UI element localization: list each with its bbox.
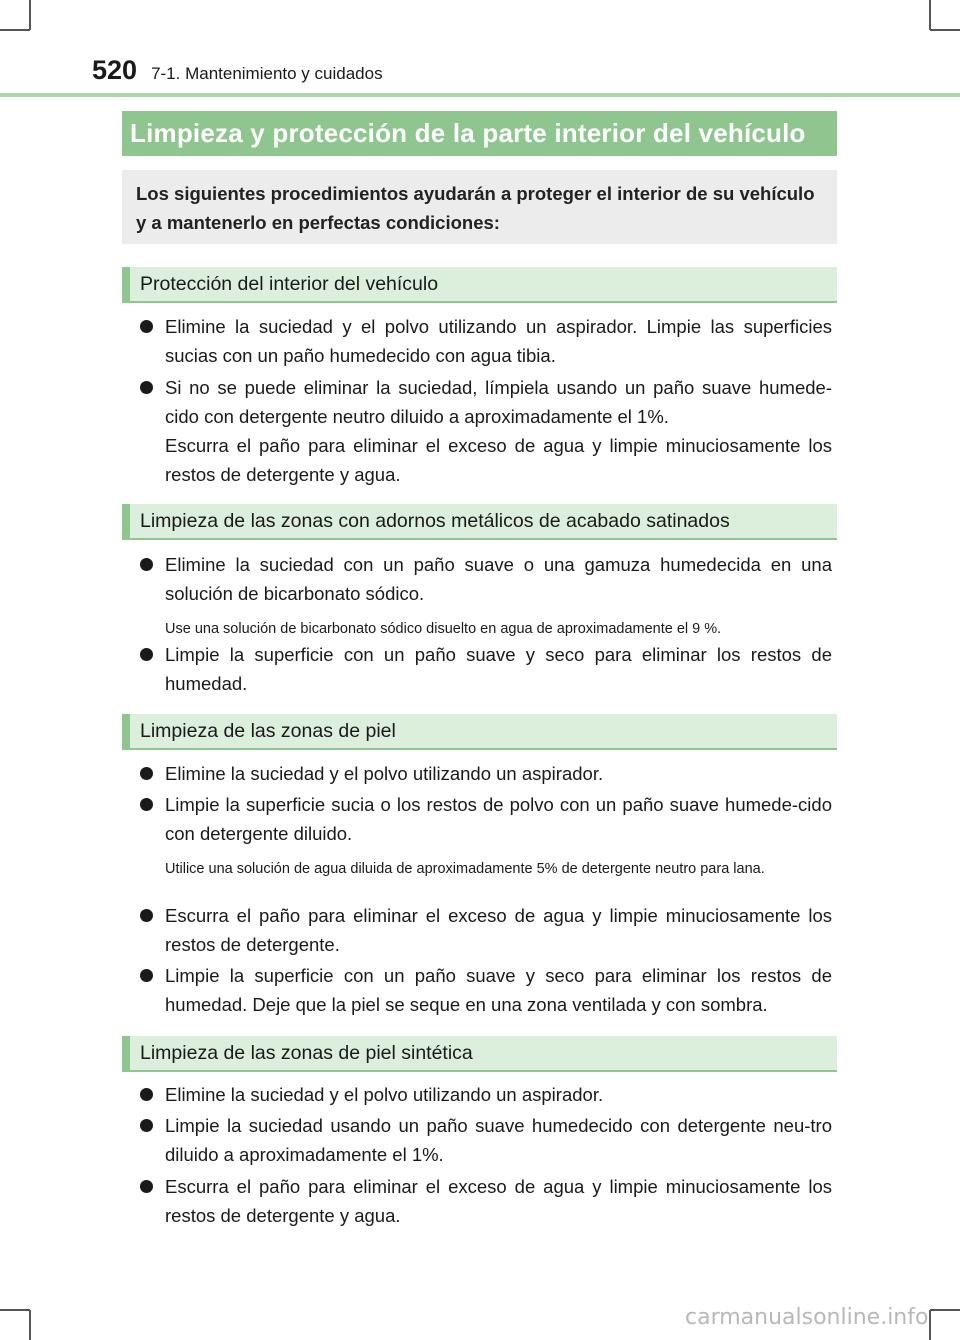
list-item <box>140 1111 832 1169</box>
bullet-icon <box>140 1119 153 1132</box>
crop-mark-top-right-h <box>930 29 960 31</box>
watermark: carmanualsonline.info <box>685 1305 929 1330</box>
bullet-text: Limpie la superficie con un paño suave y seco para eliminar los restos de humedad. <box>165 644 832 694</box>
section-heading-leather: Limpieza de las zonas de piel <box>122 714 837 750</box>
crop-mark-top-right-v <box>929 0 931 30</box>
list-item <box>140 790 832 848</box>
crop-mark-top-left-v <box>29 0 31 30</box>
bullet-text: Limpie la superficie sucia o los restos de polvo con un paño suave humede-cido con detergente diluido. <box>165 794 832 844</box>
bullet-text: Si no se puede eliminar la suciedad, límpiela usando un paño suave humede-cido con detergente neutro diluido a aproximadamente el 1%. <box>165 377 832 427</box>
list-item <box>140 1080 832 1109</box>
section-heading-synthetic-leather: Limpieza de las zonas de piel sintética <box>122 1036 837 1072</box>
bullet-text: Elimine la suciedad con un paño suave o una gamuza humedecida en una solución de bicarbonato sódico. <box>165 554 832 604</box>
bullet-icon <box>140 969 153 982</box>
list-item <box>140 640 832 698</box>
list-item <box>140 759 832 788</box>
header-rule <box>0 93 960 97</box>
bullet-icon <box>140 320 153 333</box>
list-item <box>140 550 832 608</box>
bullet-icon <box>140 909 153 922</box>
bullet-text: Escurra el paño para eliminar el exceso de agua y limpie minuciosamente los restos de detergente y agua. <box>165 1176 832 1226</box>
bullet-text: Elimine la suciedad y el polvo utilizando un aspirador. <box>165 763 604 784</box>
note-text: Use una solución de bicarbonato sódico disuelto en agua de aproximadamente el 9 %. <box>165 621 722 637</box>
chapter-title: 7-1. Mantenimiento y cuidados <box>151 64 383 83</box>
bullet-extra-text: Escurra el paño para eliminar el exceso de agua y limpie minuciosamente los restos de detergente y agua. <box>165 435 832 485</box>
bullet-icon <box>140 648 153 661</box>
list-item <box>140 901 832 959</box>
list-item <box>140 1172 832 1230</box>
main-title: Limpieza y protección de la parte interior del vehículo <box>122 111 837 156</box>
bullet-text: Elimine la suciedad y el polvo utilizando un aspirador. <box>165 1084 604 1105</box>
bullet-icon <box>140 1088 153 1101</box>
bullet-icon <box>140 1180 153 1193</box>
crop-mark-bottom-left-h <box>0 1309 30 1311</box>
bullet-text: Escurra el paño para eliminar el exceso de agua y limpie minuciosamente los restos de detergente. <box>165 905 832 955</box>
bullet-icon <box>140 767 153 780</box>
crop-mark-bottom-left-v <box>29 1310 31 1340</box>
bullet-icon <box>140 798 153 811</box>
crop-mark-bottom-right-v <box>929 1310 931 1340</box>
list-item <box>140 373 832 489</box>
list-item <box>140 961 832 1019</box>
list-item <box>140 312 832 370</box>
note-text: Utilice una solución de agua diluida de aproximadamente 5% de detergente neutro para lana. <box>165 861 765 877</box>
section-heading-metal-trim: Limpieza de las zonas con adornos metálicos de acabado satinados <box>122 504 837 540</box>
bullet-text: Limpie la superficie con un paño suave y seco para eliminar los restos de humedad. Deje que la piel se seque en una zona ventilada y con sombra. <box>165 965 832 1015</box>
bullet-text: Elimine la suciedad y el polvo utilizando un aspirador. Limpie las superficies sucias con un paño humedecido con agua tibia. <box>165 316 832 366</box>
crop-mark-top-left-h <box>0 29 30 31</box>
intro-box: Los siguientes procedimientos ayudarán a proteger el interior de su vehículo y a mantenerlo en perfectas condiciones: <box>122 170 837 244</box>
bullet-icon <box>140 558 153 571</box>
section-heading-protection: Protección del interior del vehículo <box>122 267 837 303</box>
bullet-text: Limpie la suciedad usando un paño suave humedecido con detergente neu-tro diluido a aproximadamente el 1%. <box>165 1115 832 1165</box>
page-header <box>92 55 383 86</box>
page-number: 520 <box>92 55 138 85</box>
bullet-icon <box>140 381 153 394</box>
crop-mark-bottom-right-h <box>930 1309 960 1311</box>
